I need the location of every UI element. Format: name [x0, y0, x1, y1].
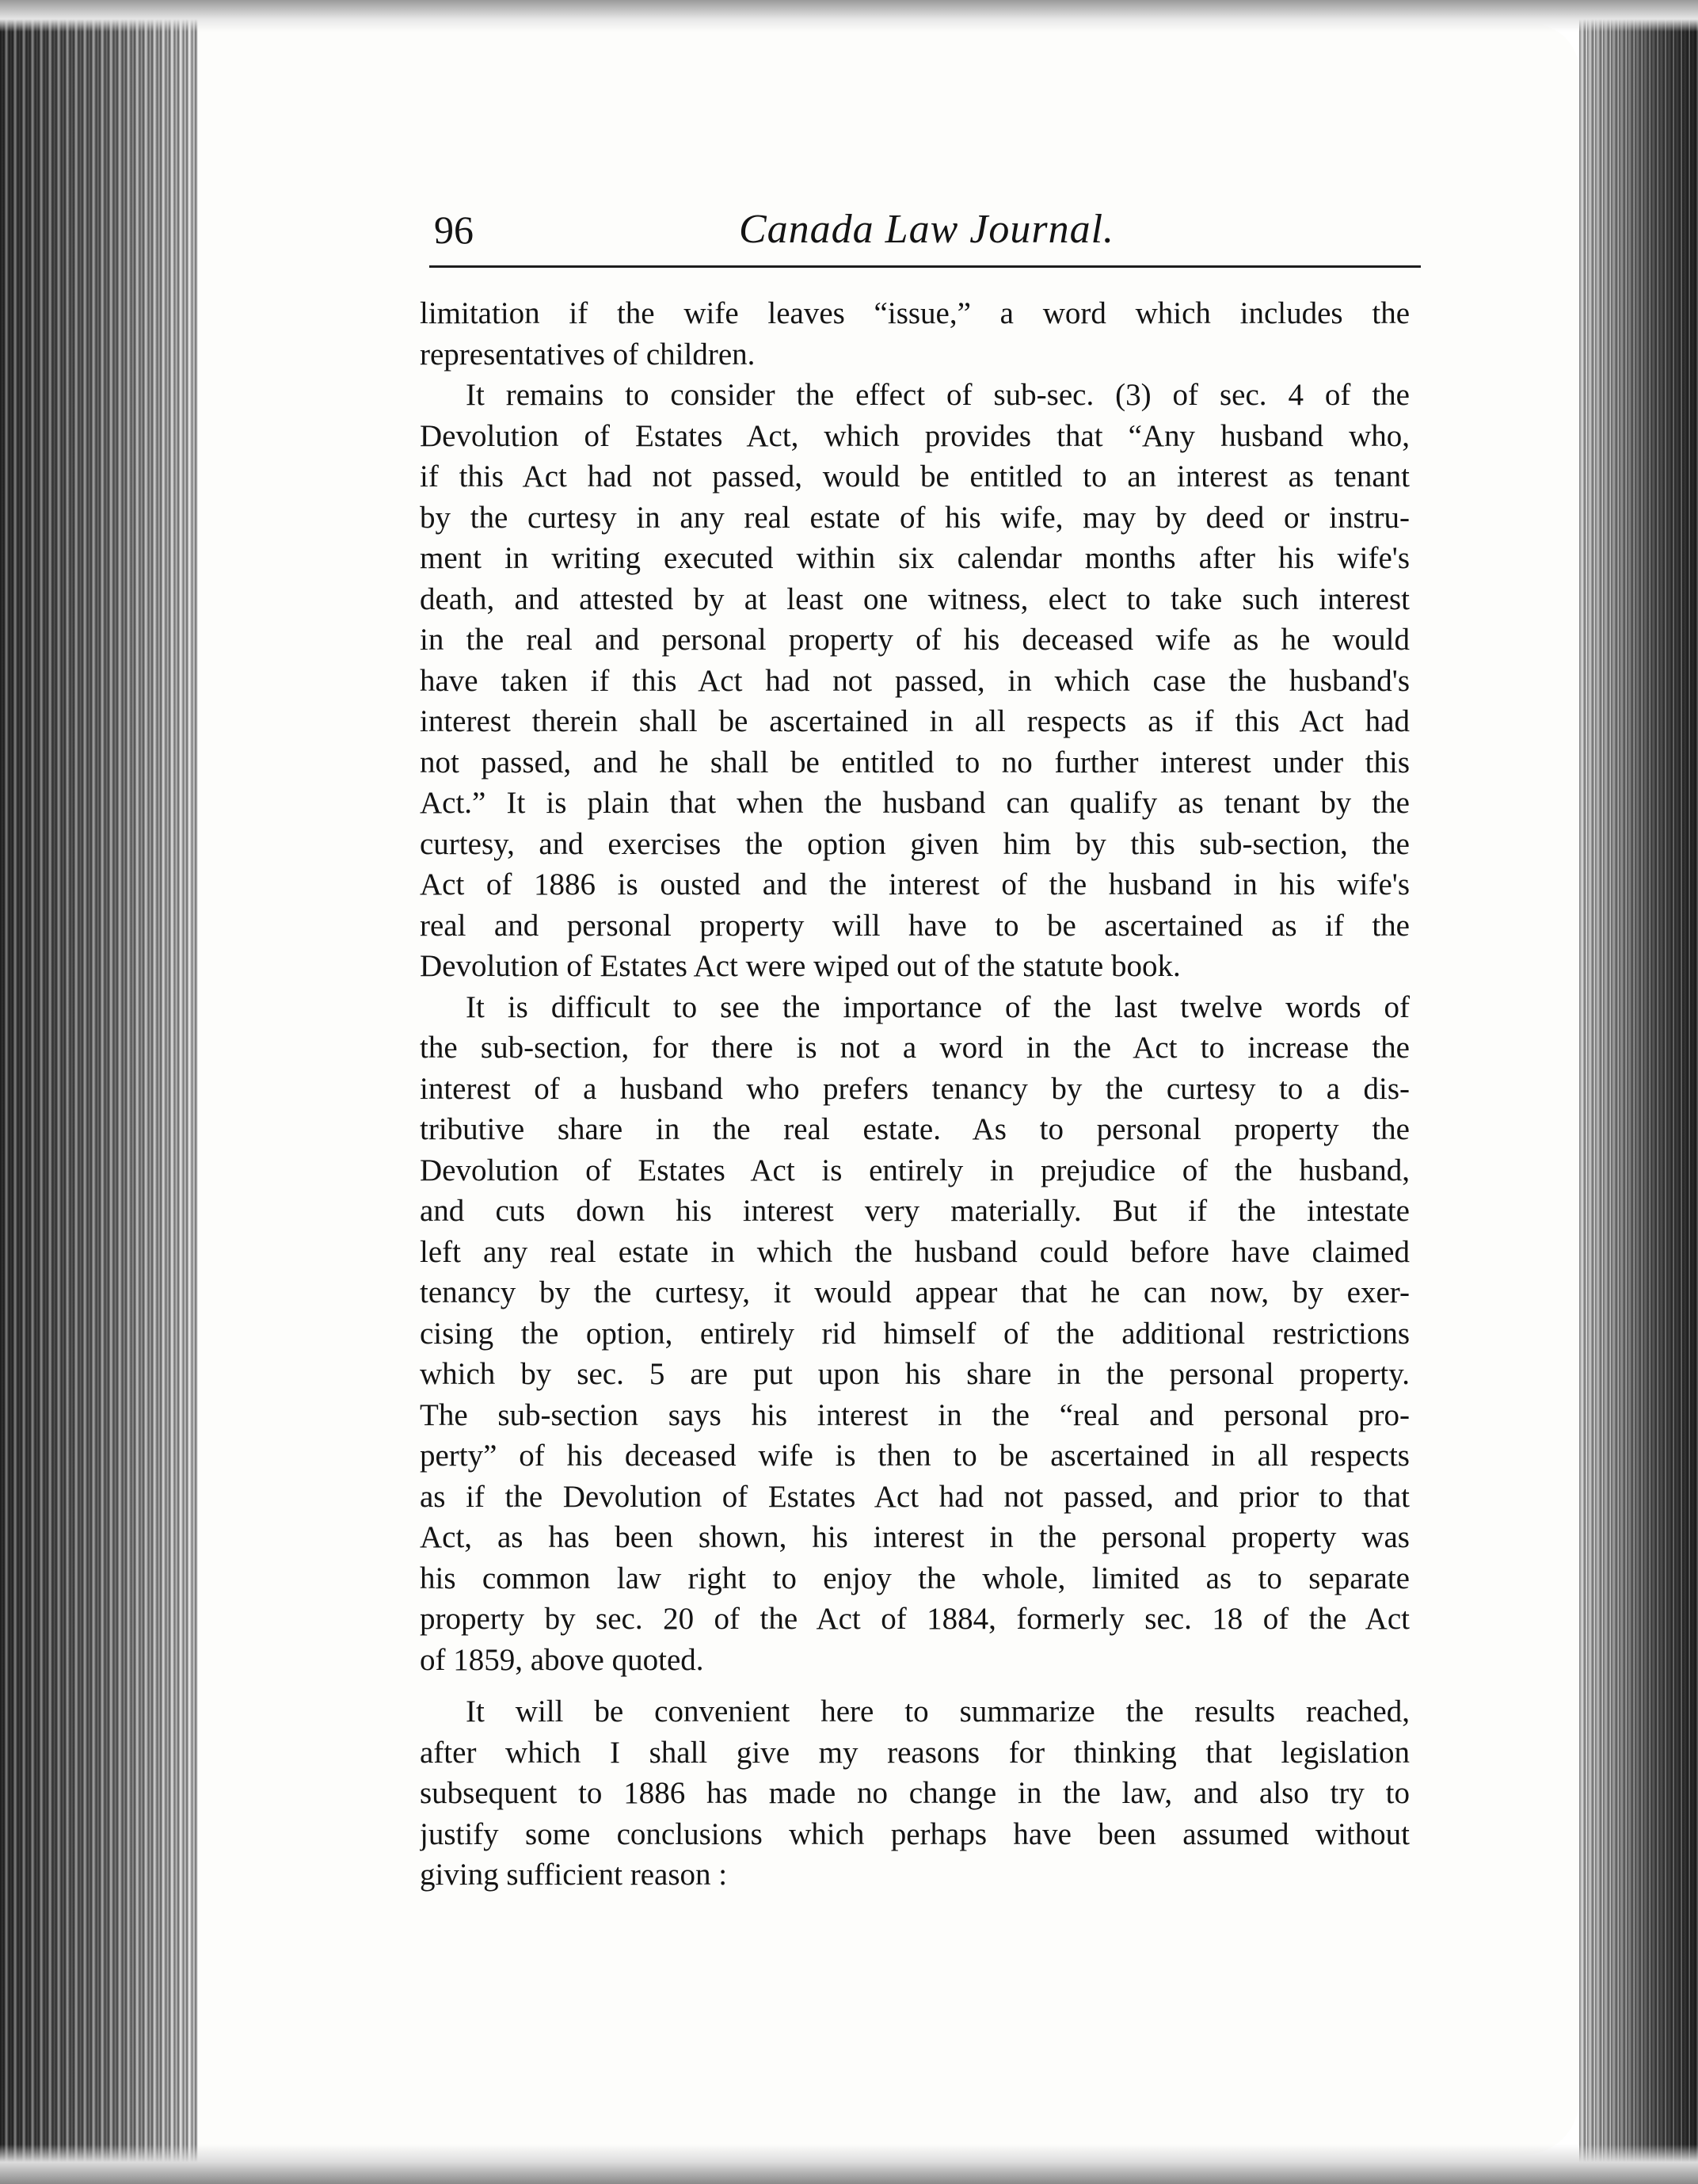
text-line: have taken if this Act had not passed, in which case the husband's	[420, 663, 1410, 698]
text-line: It is difficult to see the importance of the last twelve words of	[466, 989, 1410, 1024]
text-line: Devolution of Estates Act were wiped out of the statute book.	[420, 949, 1181, 983]
text-line: subsequent to 1886 has made no change in the law, and also try to	[420, 1776, 1410, 1810]
text-line: Devolution of Estates Act is entirely in prejudice of the husband,	[420, 1153, 1410, 1187]
text-line: Devolution of Estates Act, which provides that “Any husband who,	[420, 418, 1410, 453]
paragraph-p1	[420, 293, 1410, 375]
scan-edge-bottom	[0, 2144, 1698, 2184]
text-line: not passed, and he shall be entitled to no further interest under this	[420, 745, 1410, 779]
text-line: ment in writing executed within six calendar months after his wife's	[420, 541, 1410, 575]
paragraph-p4	[420, 1691, 1410, 1896]
text-line: tributive share in the real estate. As to personal property the	[420, 1112, 1410, 1146]
text-line: death, and attested by at least one witness, elect to take such interest	[420, 581, 1410, 616]
text-line: It will be convenient here to summarize the results reached,	[466, 1694, 1410, 1729]
text-line: Act of 1886 is ousted and the interest of the husband in his wife's	[420, 867, 1410, 901]
text-line: curtesy, and exercises the option given him by this sub-section, the	[420, 826, 1410, 861]
text-line: cising the option, entirely rid himself of the additional restrictions	[420, 1316, 1410, 1351]
paragraph-p2	[420, 375, 1410, 987]
scan-edge-left	[0, 0, 198, 2184]
text-line: the sub-section, for there is not a word in the Act to increase the	[420, 1031, 1410, 1065]
text-line: giving sufficient reason :	[420, 1858, 728, 1892]
text-line: justify some conclusions which perhaps have been assumed without	[420, 1816, 1410, 1851]
text-line: limitation if the wife leaves “issue,” a word which includes the	[420, 296, 1410, 330]
text-line: property by sec. 20 of the Act of 1884, formerly sec. 18 of the Act	[420, 1602, 1410, 1636]
page-number: 96	[434, 208, 474, 252]
paragraph-p3	[420, 987, 1410, 1681]
text-line: if this Act had not passed, would be entitled to an interest as tenant	[420, 459, 1410, 494]
text-line: which by sec. 5 are put upon his share in the personal property.	[420, 1357, 1410, 1391]
text-line: The sub-section says his interest in the “real and personal pro-	[420, 1397, 1410, 1432]
text-line: of 1859, above quoted.	[420, 1642, 704, 1677]
scan-edge-right	[1579, 0, 1698, 2184]
text-line: It remains to consider the effect of sub-sec. (3) of sec. 4 of the	[466, 378, 1410, 412]
header-rule	[429, 265, 1421, 268]
scan-edge-top	[0, 0, 1698, 32]
text-line: in the real and personal property of his deceased wife as he would	[420, 623, 1410, 657]
body-text	[420, 293, 1410, 1896]
text-line: Act.” It is plain that when the husband can qualify as tenant by the	[420, 786, 1410, 820]
text-line: tenancy by the curtesy, it would appear that he can now, by exer-	[420, 1275, 1410, 1309]
text-line: and cuts down his interest very materially. But if the intestate	[420, 1194, 1410, 1228]
text-line: interest therein shall be ascertained in all respects as if this Act had	[420, 704, 1410, 738]
text-line: interest of a husband who prefers tenancy by the curtesy to a dis-	[420, 1071, 1410, 1106]
text-line: as if the Devolution of Estates Act had not passed, and prior to that	[420, 1479, 1410, 1514]
text-line: real and personal property will have to be ascertained as if the	[420, 908, 1410, 943]
text-line: after which I shall give my reasons for thinking that legislation	[420, 1735, 1410, 1770]
paragraph-gap	[420, 1680, 1410, 1691]
running-title: Canada Law Journal.	[738, 207, 1115, 252]
text-line: perty” of his deceased wife is then to be ascertained in all respects	[420, 1439, 1410, 1473]
page-header	[434, 198, 1419, 261]
text-line: by the curtesy in any real estate of his wife, may by deed or instru-	[420, 500, 1410, 535]
text-line: representatives of children.	[420, 337, 756, 372]
text-line: his common law right to enjoy the whole, limited as to separate	[420, 1561, 1410, 1595]
text-line: Act, as has been shown, his interest in the personal property was	[420, 1520, 1410, 1554]
text-line: left any real estate in which the husband could before have claimed	[420, 1234, 1410, 1269]
